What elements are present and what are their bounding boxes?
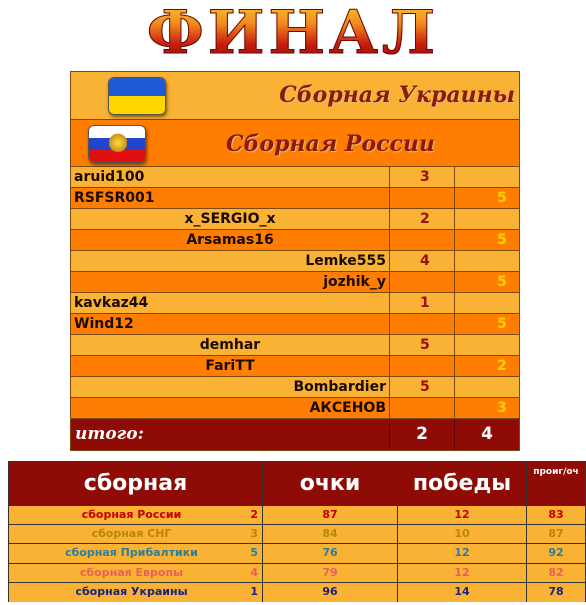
player-score-2 xyxy=(455,335,519,355)
header-wins: победы xyxy=(398,462,527,505)
player-row xyxy=(71,377,519,398)
player-score-1 xyxy=(390,272,455,292)
player-name: Arsamas16 xyxy=(71,230,390,250)
standings-wins: 12 xyxy=(398,544,527,562)
player-score-2: 5 xyxy=(497,190,507,206)
team-name-ukraine: Сборная Украины xyxy=(279,82,515,108)
page-title: ФИНАЛ xyxy=(0,0,586,68)
player-name: x_SERGIO_x xyxy=(71,209,390,229)
standings-header xyxy=(9,462,585,506)
russia-flag-icon xyxy=(88,125,146,163)
standings-row xyxy=(9,564,585,583)
total-label: итого: xyxy=(71,419,390,450)
player-score-1: 4 xyxy=(390,251,455,271)
player-name: FariTT xyxy=(71,356,390,376)
player-score-1 xyxy=(390,398,455,418)
standings-row xyxy=(9,583,585,602)
team-row-russia xyxy=(71,120,519,167)
player-row xyxy=(71,272,519,293)
standings-table xyxy=(8,461,586,602)
player-row xyxy=(71,230,519,251)
player-score-2 xyxy=(455,377,519,397)
eagle-emblem-icon xyxy=(109,132,127,156)
standings-lost: 82 xyxy=(548,565,564,579)
standings-wins: 14 xyxy=(398,583,527,602)
header-points: очки xyxy=(263,462,398,505)
player-score-1 xyxy=(390,314,455,334)
standings-team-cell xyxy=(9,544,263,562)
player-score-1: 2 xyxy=(390,209,455,229)
standings-rank: 5 xyxy=(250,546,258,560)
standings-row xyxy=(9,506,585,525)
header-team: сборная xyxy=(9,462,263,505)
standings-team-cell xyxy=(9,583,263,602)
player-row xyxy=(71,293,519,314)
player-score-2: 3 xyxy=(497,400,507,416)
player-score-1 xyxy=(390,230,455,250)
standings-team-cell xyxy=(9,525,263,543)
standings-team-name: сборная Европы xyxy=(79,565,183,579)
standings-team-cell xyxy=(9,564,263,582)
standings-team-name: сборная России xyxy=(81,508,182,521)
standings-points: 96 xyxy=(263,583,398,602)
player-score-1: 5 xyxy=(390,335,455,355)
player-name: АКСЕНОВ xyxy=(71,398,390,418)
player-row xyxy=(71,209,519,230)
player-row xyxy=(71,356,519,377)
player-score-2: 5 xyxy=(497,232,507,248)
standings-lost: 92 xyxy=(548,546,564,560)
standings-rank: 4 xyxy=(250,565,258,579)
standings-lost: 87 xyxy=(548,527,564,541)
player-name: Wind12 xyxy=(71,314,390,334)
standings-rank: 3 xyxy=(250,527,258,541)
standings-team-name: сборная СНГ xyxy=(91,527,172,541)
player-score-2 xyxy=(455,251,519,271)
standings-rank: 1 xyxy=(250,584,258,598)
team-name-russia: Сборная России xyxy=(226,131,435,157)
player-row xyxy=(71,251,519,272)
player-score-1: 5 xyxy=(390,377,455,397)
total-score-2: 4 xyxy=(481,424,493,444)
player-score-1: 1 xyxy=(390,293,455,313)
standings-lost: 83 xyxy=(548,508,564,521)
player-row xyxy=(71,188,519,209)
player-score-2 xyxy=(455,167,519,187)
standings-rank: 2 xyxy=(250,508,258,521)
final-match-table xyxy=(70,71,520,451)
standings-lost: 78 xyxy=(548,584,564,598)
standings-team-cell xyxy=(9,506,263,524)
player-score-2: 2 xyxy=(497,358,507,374)
player-score-1 xyxy=(390,188,455,208)
standings-points: 87 xyxy=(263,506,398,524)
players-grid xyxy=(71,167,519,419)
standings-team-name: сборная Прибалтики xyxy=(65,546,198,560)
player-row xyxy=(71,398,519,419)
standings-team-name: сборная Украины xyxy=(75,584,188,598)
player-name: aruid100 xyxy=(71,167,390,187)
player-name: kavkaz44 xyxy=(71,293,390,313)
standings-points: 76 xyxy=(263,544,398,562)
team-row-ukraine xyxy=(71,72,519,120)
header-lost: проиг/оч xyxy=(533,467,579,477)
standings-wins: 12 xyxy=(398,564,527,582)
player-name: Bombardier xyxy=(71,377,390,397)
player-score-2: 5 xyxy=(497,316,507,332)
player-score-1: 3 xyxy=(390,167,455,187)
standings-row xyxy=(9,544,585,563)
standings-body xyxy=(9,506,585,602)
player-score-2 xyxy=(455,293,519,313)
total-score-1: 2 xyxy=(390,419,455,450)
player-row xyxy=(71,314,519,335)
player-row xyxy=(71,167,519,188)
standings-wins: 10 xyxy=(398,525,527,543)
player-name: jozhik_y xyxy=(71,272,390,292)
total-row xyxy=(71,419,519,450)
standings-points: 79 xyxy=(263,564,398,582)
player-name: RSFSR001 xyxy=(71,188,390,208)
standings-row xyxy=(9,525,585,544)
player-row xyxy=(71,335,519,356)
player-score-2 xyxy=(455,209,519,229)
player-name: demhar xyxy=(71,335,390,355)
ukraine-flag-icon xyxy=(108,77,166,115)
player-score-2: 5 xyxy=(497,274,507,290)
standings-points: 84 xyxy=(263,525,398,543)
player-name: Lemke555 xyxy=(71,251,390,271)
player-score-1 xyxy=(390,356,455,376)
standings-wins: 12 xyxy=(398,506,527,524)
